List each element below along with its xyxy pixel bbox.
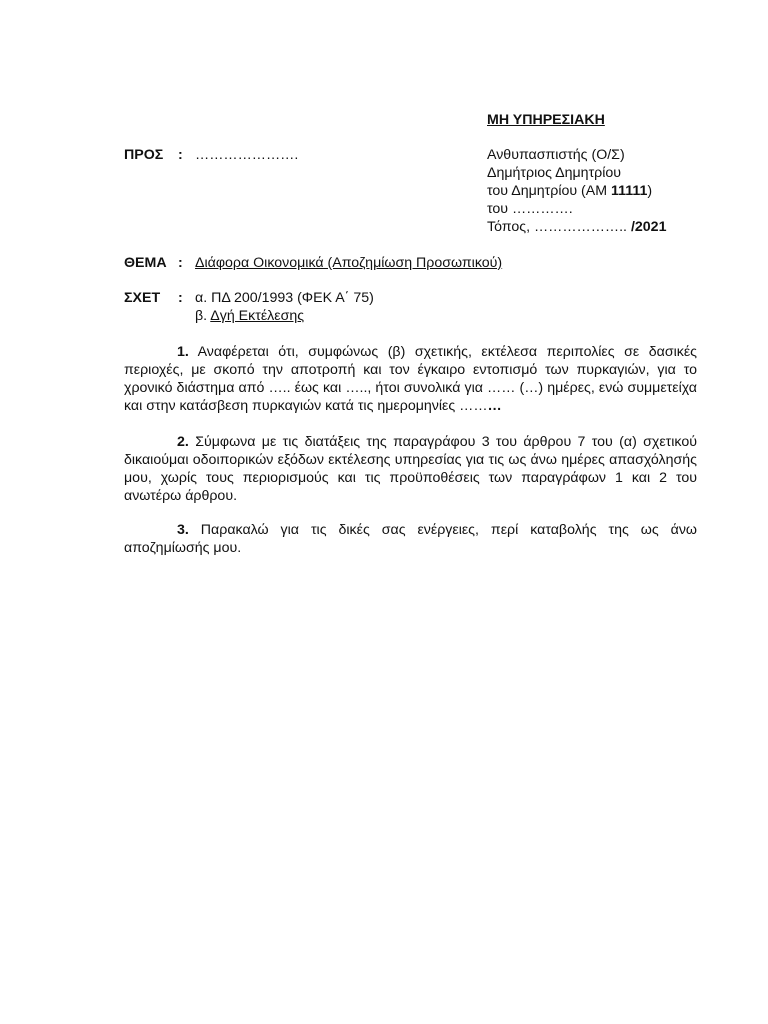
- reference-b: [195, 307, 304, 325]
- sender-place-date: [487, 218, 666, 236]
- paragraph-2-text: Σύμφωνα με τις διατάξεις της παραγράφου 3 του άρθρου 7 του (α) σχετικού δικαιούμαι οδοιπορικών εξόδων εκτέλεσης υπηρεσίας για τις ως άνω ημέρες απασχόλησής μου, χωρίς τους περιορισμούς και τις προϋποθέσεις των παραγράφων 1 και 2 του ανωτέρω άρθρου.: [124, 434, 697, 504]
- place-date-year: /2021: [630, 219, 667, 235]
- paragraph-1: [124, 343, 697, 415]
- reference-b-prefix: β.: [195, 308, 211, 324]
- sender-am-number: 11111: [611, 183, 648, 199]
- to-value: ………………….: [195, 147, 299, 163]
- paragraph-1-number: 1.: [177, 344, 189, 360]
- to-colon: :: [178, 147, 183, 163]
- subject-colon: :: [178, 255, 183, 271]
- sender-father-suffix: ): [647, 183, 653, 199]
- sender-mother: του ………….: [487, 201, 573, 217]
- subject-label: ΘΕΜΑ: [124, 255, 167, 271]
- reference-a: α. ΠΔ 200/1993 (ΦΕΚ Α΄ 75): [195, 290, 374, 306]
- reference-b-title: Δγή Εκτέλεσης: [210, 308, 305, 324]
- sender-block: [487, 146, 666, 236]
- sender-father: [487, 182, 666, 200]
- paragraph-3-number: 3.: [177, 522, 189, 538]
- subject-value: Διάφορα Οικονομικά (Αποζημίωση Προσωπικού): [195, 255, 503, 271]
- paragraph-1-tail: …: [487, 398, 502, 414]
- classification-heading: ΜΗ ΥΠΗΡΕΣΙΑΚΗ: [487, 112, 605, 128]
- paragraph-2: [124, 433, 697, 505]
- paragraph-3: [124, 521, 697, 557]
- paragraph-2-number: 2.: [177, 434, 189, 450]
- to-label: ΠΡΟΣ: [124, 147, 164, 163]
- references-colon: :: [178, 290, 183, 306]
- paragraph-1-text: Αναφέρεται ότι, συμφώνως (β) σχετικής, εκτέλεσα περιπολίες σε δασικές περιοχές, με σκοπό την αποτροπή και τον έγκαιρο εντοπισμό των πυρκαγιών, για το χρονικό διάστημα από ….. έως και ….., ήτοι συνολικά για …… (…) ημέρες, ενώ συμμετείχα και στην κατάσβεση πυρκαγιών κατά τις ημερομηνίες ……: [124, 344, 697, 414]
- place-date-prefix: Τόπος, ………………..: [487, 219, 631, 235]
- sender-father-prefix: του Δημητρίου (ΑΜ: [487, 183, 612, 199]
- paragraph-3-text: Παρακαλώ για τις δικές σας ενέργειες, περί καταβολής της ως άνω αποζημίωσής μου.: [124, 522, 697, 556]
- references-label: ΣΧΕΤ: [124, 290, 161, 306]
- sender-name: Δημήτριος Δημητρίου: [487, 165, 622, 181]
- sender-rank: Ανθυπασπιστής (Ο/Σ): [487, 147, 625, 163]
